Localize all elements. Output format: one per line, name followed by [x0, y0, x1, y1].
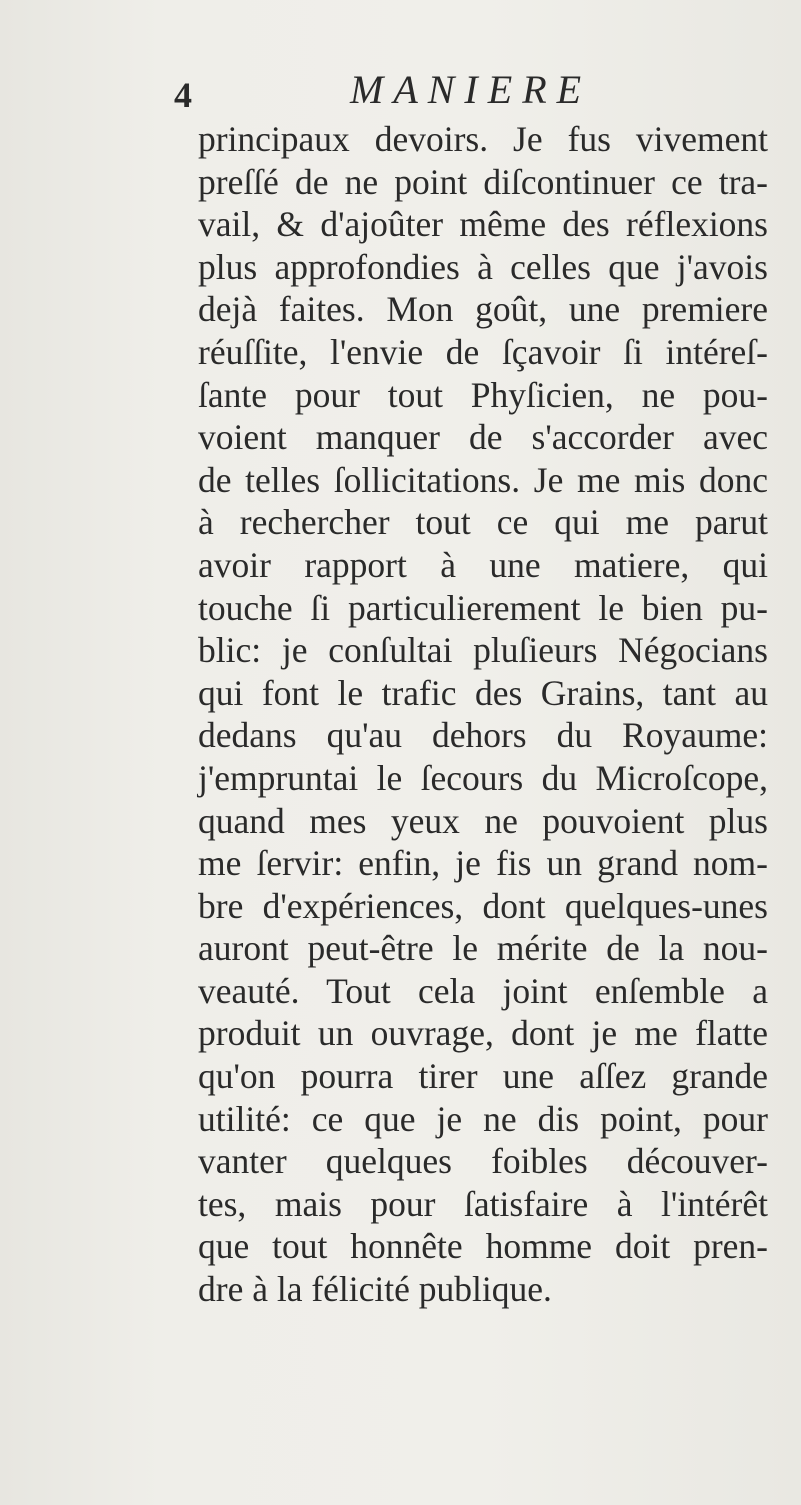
- text-line: utilité: ce que je ne dis point, pour: [198, 1098, 768, 1139]
- text-line: tes, mais pour ſatisfaire à l'intérêt: [198, 1183, 768, 1224]
- text-line: que tout honnête homme doit pren-: [198, 1226, 768, 1267]
- text-line: avoir rapport à une matiere, qui: [198, 544, 768, 585]
- text-line: de telles ſollicitations. Je me mis donc: [198, 459, 768, 500]
- text-line: touche ſi particulierement le bien pu-: [198, 587, 768, 628]
- text-line: produit un ouvrage, dont je me flatte: [198, 1013, 768, 1054]
- text-line: qui font le trafic des Grains, tant au: [198, 672, 768, 713]
- text-line: principaux devoirs. Je fus vivement: [198, 119, 768, 159]
- text-line: à rechercher tout ce qui me parut: [198, 502, 768, 543]
- running-head: [0, 66, 801, 116]
- text-line: réuſſite, l'envie de ſçavoir ſi intéreſ-: [198, 331, 768, 372]
- text-line: veauté. Tout cela joint enſemble a: [198, 970, 768, 1011]
- text-line: quand mes yeux ne pouvoient plus: [198, 800, 768, 841]
- text-line: me ſervir: enfin, je fis un grand nom-: [198, 843, 768, 884]
- body-text: [198, 118, 798, 1311]
- text-line: dejà faites. Mon goût, une premiere: [198, 289, 768, 330]
- text-line: j'empruntai le ſecours du Microſcope,: [198, 757, 768, 798]
- page-number: 4: [174, 75, 192, 115]
- text-line: plus approfondies à celles que j'avois: [198, 246, 768, 287]
- text-line: preſſé de ne point diſcontinuer ce tra-: [198, 161, 768, 202]
- running-head-title: MANIERE: [350, 67, 592, 112]
- text-line: vanter quelques foibles découver-: [198, 1141, 768, 1182]
- text-line: qu'on pourra tirer une aſſez grande: [198, 1056, 768, 1097]
- text-line: bre d'expériences, dont quelques-unes: [198, 885, 768, 926]
- text-line: auront peut-être le mérite de la nou-: [198, 928, 768, 969]
- text-line: blic: je conſultai pluſieurs Négocians: [198, 630, 768, 671]
- text-line: ſante pour tout Phyſicien, ne pou-: [198, 374, 768, 415]
- text-line: vail, & d'ajoûter même des réflexions: [198, 204, 768, 245]
- text-line: dedans qu'au dehors du Royaume:: [198, 715, 768, 756]
- text-line: voient manquer de s'accorder avec: [198, 417, 768, 458]
- text-line: dre à la félicité publique.: [198, 1269, 552, 1310]
